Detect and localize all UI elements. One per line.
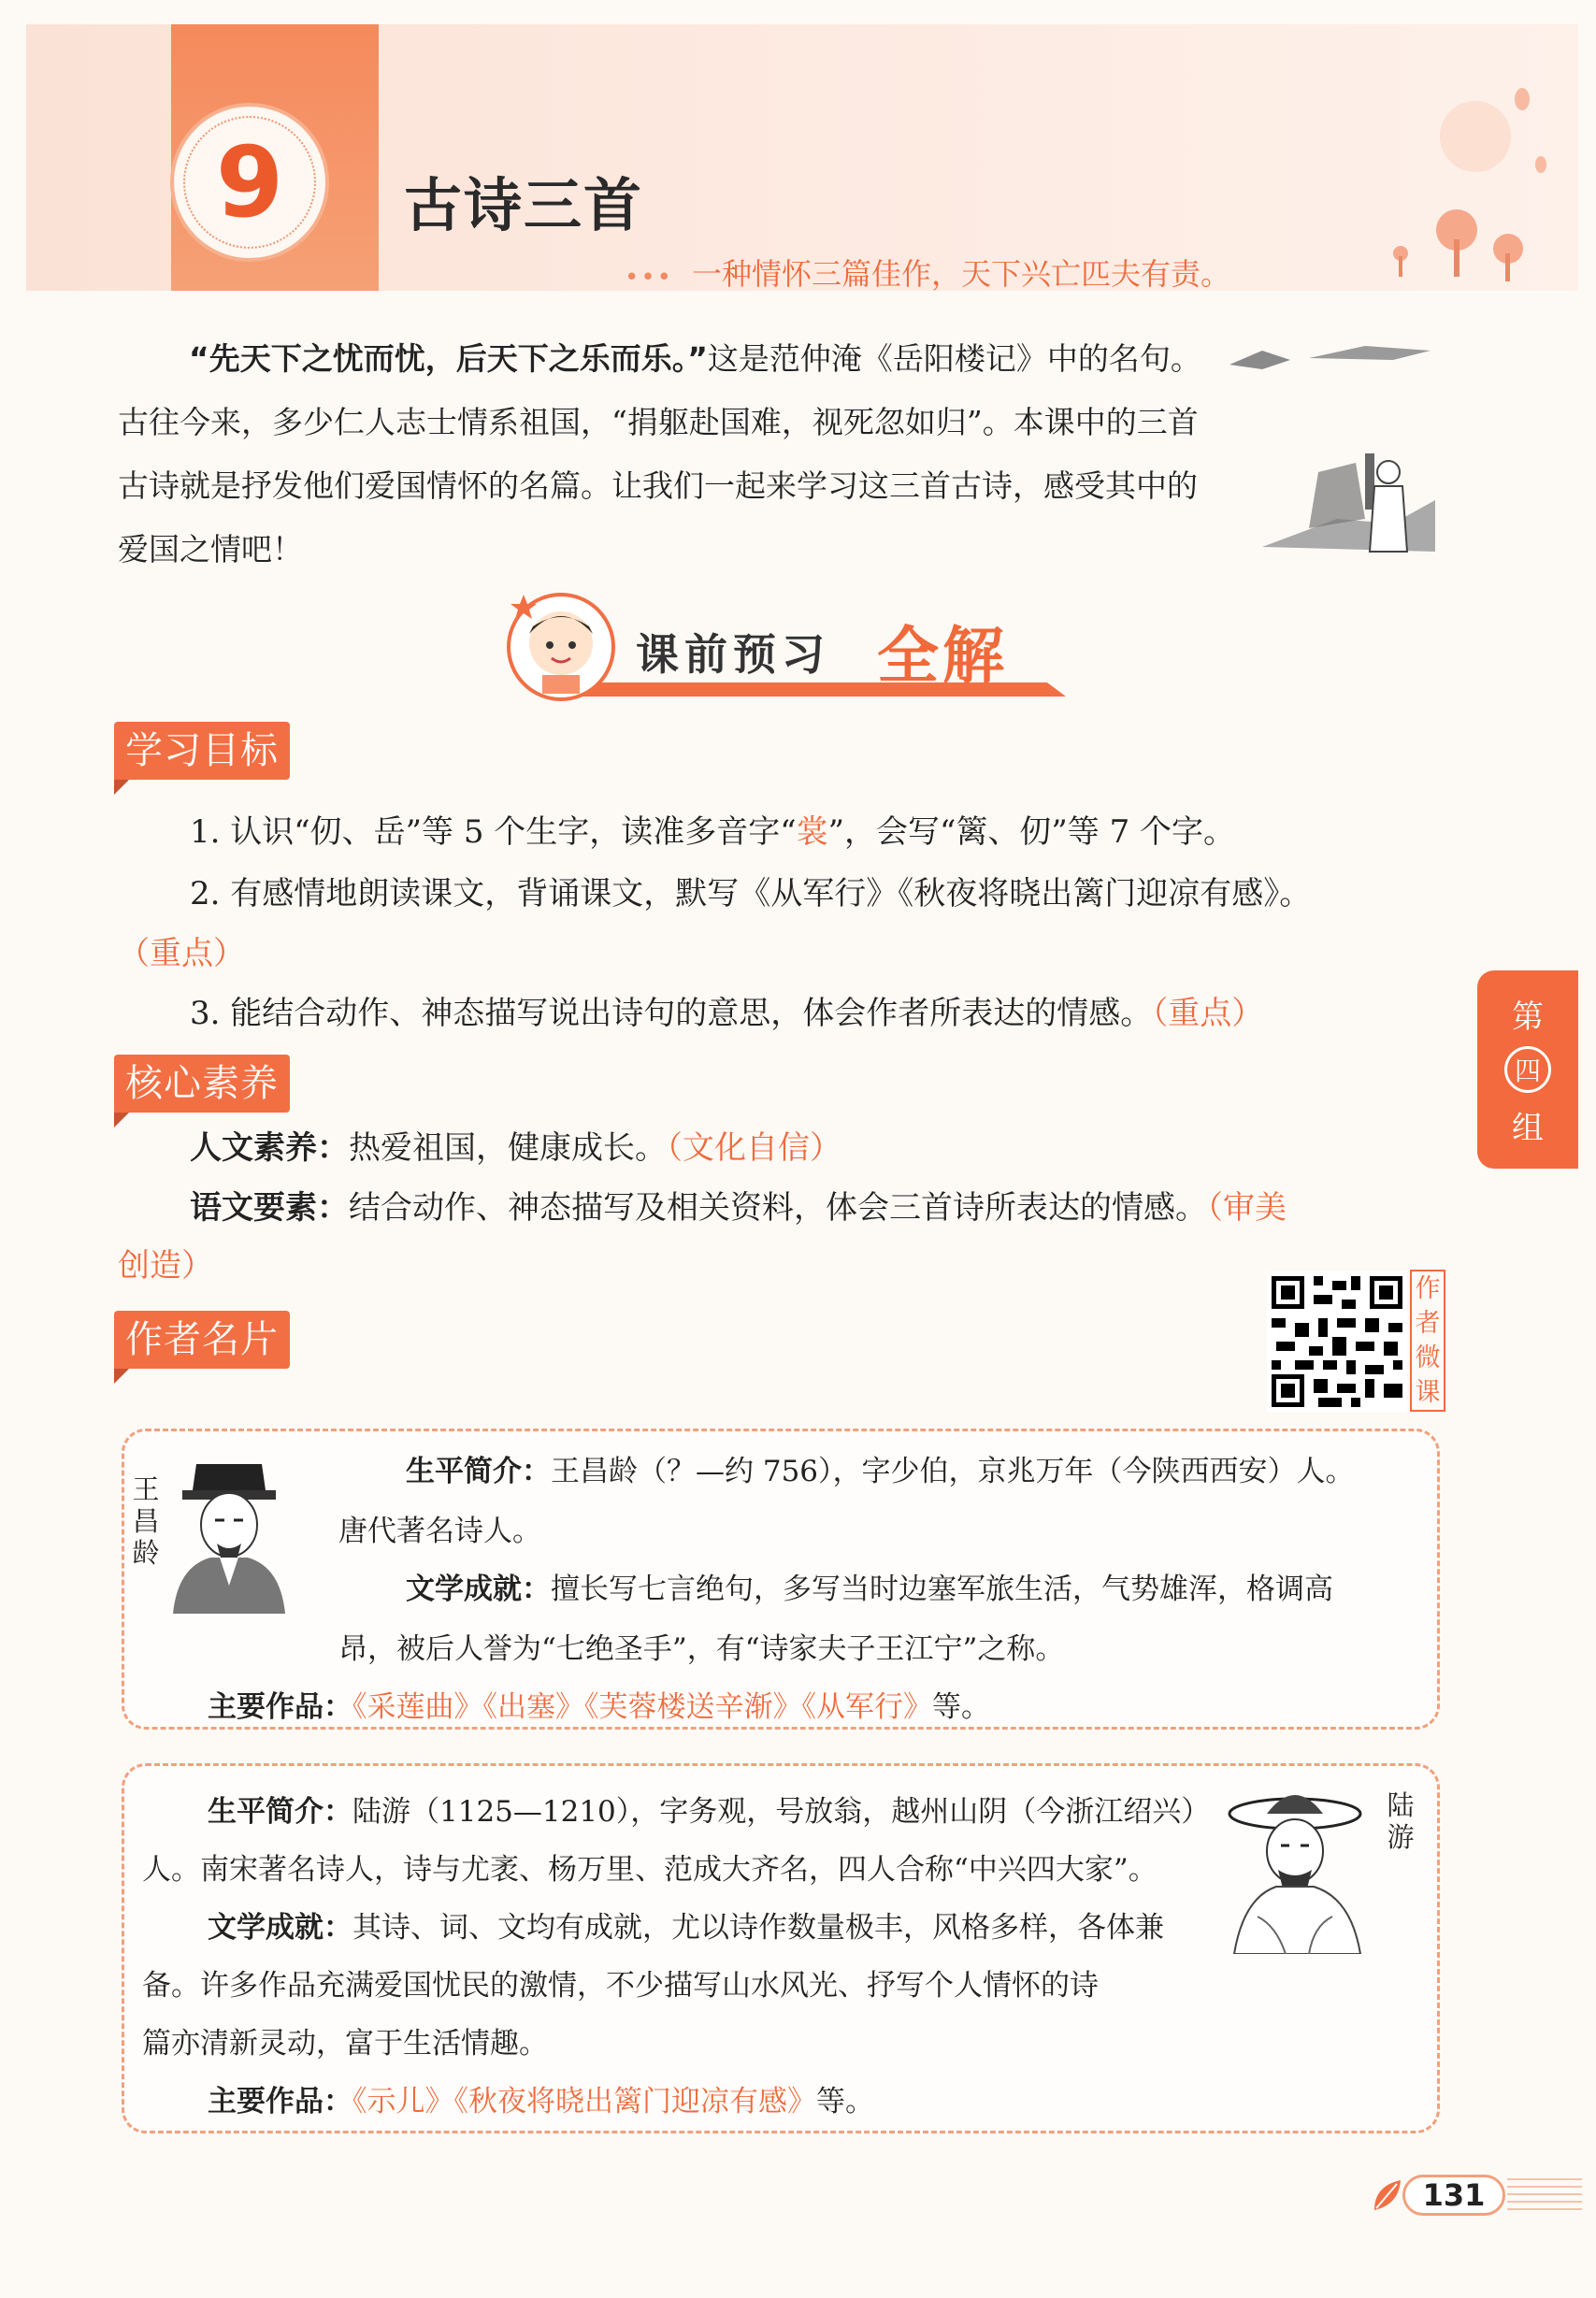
lu-achieve-line-1 bbox=[208, 1909, 1164, 1946]
wang-works-label: 主要作品： bbox=[208, 1690, 352, 1724]
wang-bio-line-1 bbox=[406, 1453, 1355, 1490]
wang-achieve-line-1 bbox=[406, 1571, 1333, 1608]
lu-bio-line-2: 人。南宋著名诗人，诗与尤袤、杨万里、范成大齐名，四人合称“中兴四大家”。 bbox=[142, 1853, 1157, 1887]
goal-1-text-end: ”，会写“篱、仞”等 7 个字。 bbox=[827, 813, 1236, 851]
wang-bio-line-2: 唐代著名诗人。 bbox=[338, 1515, 541, 1548]
wang-bio-text-1: 王昌龄（？—约 756），字少伯，京兆万年（今陕西西安）人。 bbox=[551, 1455, 1355, 1488]
leaf-icon bbox=[1371, 2176, 1404, 2214]
lu-bio-line-1 bbox=[208, 1793, 1210, 1831]
side-tab-top: 第 bbox=[1512, 998, 1544, 1036]
intro-text: 这是范仲淹《岳阳楼记》中的名句。古往今来，多少仁人志士情系祖国，“捐躯赴国难，视死忽如归”。本课中的三首古诗就是抒发他们爱国情怀的名篇。让我们一起来学习这三首古诗，感受其中的爱国之情吧！ bbox=[118, 340, 1201, 567]
lesson-tagline: 一种情怀三篇佳作，天下兴亡匹夫有责。 bbox=[692, 256, 1231, 292]
qr-code-icon[interactable] bbox=[1267, 1271, 1407, 1412]
tree-decoration-icon bbox=[1260, 62, 1569, 286]
goal-1-highlight: 裳 bbox=[796, 813, 828, 851]
author-name-vertical: 陆游 bbox=[1387, 1789, 1415, 1853]
tagline-dots: ••• bbox=[625, 264, 674, 292]
author-name-vertical: 王昌龄 bbox=[132, 1473, 160, 1569]
language-literacy bbox=[190, 1189, 1287, 1227]
author-card-tag: 作者名片 bbox=[114, 1311, 290, 1369]
language-label: 语文要素： bbox=[190, 1189, 349, 1227]
unit-side-tab bbox=[1477, 970, 1578, 1169]
preview-title-strong: 全解 bbox=[877, 620, 1008, 692]
lu-achieve-line-2: 备。许多作品充满爱国忧民的激情，不少描写山水风光、抒写个人情怀的诗 bbox=[142, 1969, 1099, 2003]
goal-3-note: （重点） bbox=[1152, 995, 1264, 1032]
lu-achieve-label: 文学成就： bbox=[208, 1911, 352, 1945]
lu-works-suffix: 等。 bbox=[816, 2085, 874, 2118]
goal-item-2-note: （重点） bbox=[118, 935, 245, 972]
wang-achieve-label: 文学成就： bbox=[406, 1573, 551, 1606]
page-number-lines bbox=[1507, 2178, 1582, 2216]
language-note-end: 创造） bbox=[118, 1247, 213, 1285]
wang-works-suffix: 等。 bbox=[932, 1690, 990, 1724]
learning-goals-tag: 学习目标 bbox=[114, 722, 290, 780]
wang-achieve-line-2: 昂，被后人誉为“七绝圣手”，有“诗家夫子王江宁”之称。 bbox=[338, 1632, 1065, 1666]
intro-paragraph bbox=[118, 327, 1207, 582]
goal-2-text: 2. 有感情地朗读课文，背诵课文，默写《从军行》《秋夜将晓出篱门迎凉有感》。 bbox=[190, 875, 1312, 912]
language-text: 结合动作、神态描写及相关资料，体会三首诗所表达的情感。 bbox=[349, 1189, 1207, 1227]
goal-item-3 bbox=[190, 995, 1263, 1032]
side-tab-bottom: 组 bbox=[1512, 1110, 1544, 1147]
landscape-illustration-icon bbox=[1225, 332, 1440, 556]
humanities-literacy bbox=[190, 1129, 841, 1167]
author-video-label: 作者微课 bbox=[1410, 1270, 1445, 1412]
lu-achieve-line-3: 篇亦清新灵动，富于生活情趣。 bbox=[142, 2027, 548, 2061]
side-tab-middle: 四 bbox=[1504, 1046, 1551, 1093]
lu-works-label: 主要作品： bbox=[208, 2085, 352, 2118]
lesson-title: 古诗三首 bbox=[404, 171, 644, 239]
page-number: 131 bbox=[1402, 2175, 1505, 2216]
wang-bio-label: 生平简介： bbox=[406, 1455, 551, 1488]
humanities-label: 人文素养： bbox=[190, 1129, 349, 1167]
language-note-start: （审美 bbox=[1207, 1189, 1287, 1227]
humanities-text: 热爱祖国，健康成长。 bbox=[349, 1129, 667, 1167]
lu-bio-text-1: 陆游（1125—1210），字务观，号放翁，越州山阴（今浙江绍兴） bbox=[352, 1795, 1211, 1829]
goal-3-text: 3. 能结合动作、神态描写说出诗句的意思，体会作者所表达的情感。 bbox=[190, 995, 1153, 1032]
lu-bio-label: 生平简介： bbox=[208, 1795, 352, 1829]
lu-you-portrait-icon bbox=[1220, 1776, 1379, 1954]
humanities-note: （文化自信） bbox=[667, 1129, 841, 1167]
lu-works-line bbox=[208, 2083, 874, 2120]
goal-item-2 bbox=[190, 875, 1311, 912]
lu-achieve-text-1: 其诗、词、文均有成就，尤以诗作数量极丰，风格多样，各体兼 bbox=[352, 1911, 1164, 1945]
lesson-number-badge bbox=[170, 103, 329, 262]
wang-works-line bbox=[208, 1688, 990, 1726]
lesson-number: 9 bbox=[215, 125, 284, 239]
core-literacy-tag: 核心素养 bbox=[114, 1055, 290, 1113]
wang-changling-portrait-icon bbox=[159, 1455, 299, 1614]
lu-works-list: 《示儿》《秋夜将晓出篱门迎凉有感》 bbox=[352, 2085, 816, 2118]
wang-achieve-text-1: 擅长写七言绝句，多写当时边塞军旅生活，气势雄浑，格调高 bbox=[551, 1573, 1333, 1606]
goal-1-text: 1. 认识“仞、岳”等 5 个生字，读准多音字“ bbox=[190, 813, 797, 851]
goal-item-1 bbox=[190, 813, 1235, 851]
intro-quote: “先天下之忧而忧，后天下之乐而乐。” bbox=[189, 340, 708, 377]
preview-title: 课前预习 bbox=[636, 629, 830, 680]
wang-works-list: 《采莲曲》《出塞》《芙蓉楼送辛渐》《从军行》 bbox=[352, 1690, 932, 1724]
